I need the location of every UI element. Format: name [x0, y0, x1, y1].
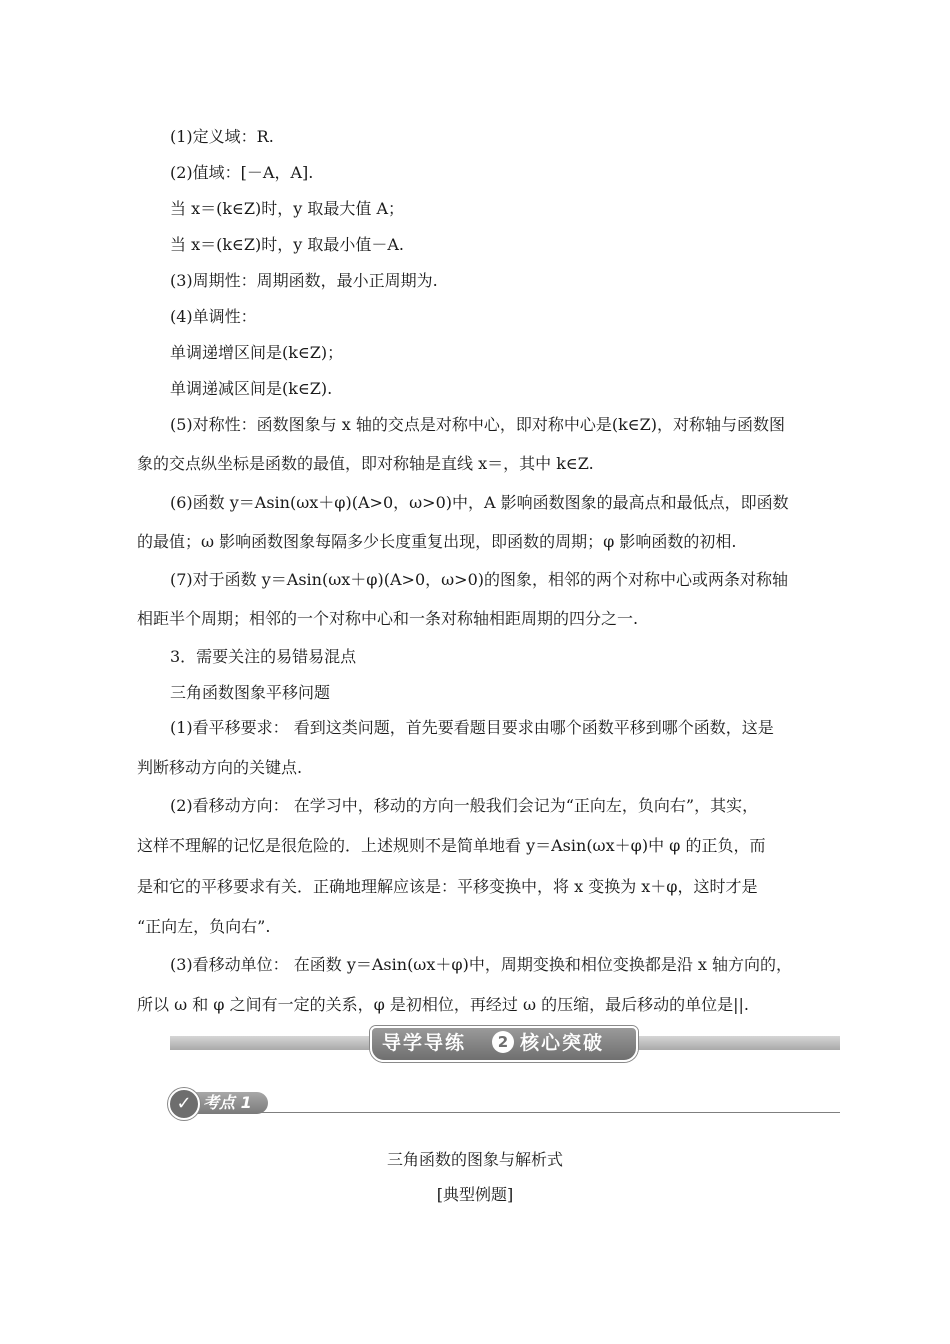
line-6: (4)单调性： — [170, 307, 257, 326]
line-15b: 这样不理解的记忆是很危险的．上述规则不是简单地看 y＝Asin(ωx＋φ)中 φ 的正负，而 — [137, 836, 766, 855]
banner-left-text: 导学导练 — [382, 1032, 467, 1054]
line-9b: 象的交点纵坐标是函数的最值，即对称轴是直线 x＝，其中 k∈Z. — [137, 454, 594, 473]
line-9a: (5)对称性：函数图象与 x 轴的交点是对称中心，即对称中心是(k∈Z)，对称轴与函数图 — [170, 415, 786, 434]
line-16a: (3)看移动单位： 在函数 y＝Asin(ωx＋φ)中，周期变换和相位变换都是沿 x 轴方向的， — [170, 955, 793, 974]
line-7: 单调递增区间是(k∈Z)； — [170, 343, 344, 362]
check-icon: ✓ — [168, 1088, 200, 1120]
line-11a: (7)对于函数 y＝Asin(ωx＋φ)(A>0，ω>0)的图象，相邻的两个对称中心或两条对称轴 — [170, 570, 788, 589]
banner-number-badge: 2 — [492, 1031, 514, 1053]
line-11b: 相距半个周期；相邻的一个对称中心和一条对称轴相距周期的四分之一. — [137, 609, 639, 628]
section-title: 三角函数的图象与解析式 — [386, 1150, 563, 1169]
line-8: 单调递减区间是(k∈Z). — [170, 379, 333, 398]
line-15c: 是和它的平移要求有关．正确地理解应该是：平移变换中，将 x 变换为 x＋φ，这时才是 — [137, 877, 758, 896]
kaodian-rule — [170, 1112, 840, 1113]
line-12: 3．需要关注的易错易混点 — [170, 647, 357, 666]
line-15d: “正向左，负向右”. — [137, 917, 271, 936]
example-subtitle: [典型例题] — [436, 1185, 514, 1204]
line-1: (1)定义域：R. — [170, 127, 274, 146]
line-5: (3)周期性：周期函数，最小正周期为. — [170, 271, 438, 290]
line-15a: (2)看移动方向： 在学习中，移动的方向一般我们会记为“正向左，负向右”，其实， — [170, 796, 759, 815]
line-10b: 的最值；ω 影响函数图象每隔多少长度重复出现，即函数的周期；φ 影响函数的初相. — [137, 532, 737, 551]
line-14b: 判断移动方向的关键点. — [137, 758, 303, 777]
line-2: (2)值域：[－A，A]. — [170, 163, 314, 182]
line-13: 三角函数图象平移问题 — [170, 683, 331, 702]
banner-right-text: 核心突破 — [520, 1032, 605, 1054]
line-16b: 所以 ω 和 φ 之间有一定的关系，φ 是初相位，再经过 ω 的压缩，最后移动的单位是||. — [137, 995, 749, 1014]
line-3: 当 x＝(k∈Z)时，y 取最大值 A； — [170, 199, 405, 218]
line-14a: (1)看平移要求： 看到这类问题，首先要看题目要求由哪个函数平移到哪个函数，这是 — [170, 718, 774, 737]
line-4: 当 x＝(k∈Z)时，y 取最小值－A. — [170, 235, 405, 254]
kaodian-label: 考点 1 — [203, 1093, 252, 1112]
line-10a: (6)函数 y＝Asin(ωx＋φ)(A>0，ω>0)中，A 影响函数图象的最高点和最低点，即函数 — [170, 493, 789, 512]
